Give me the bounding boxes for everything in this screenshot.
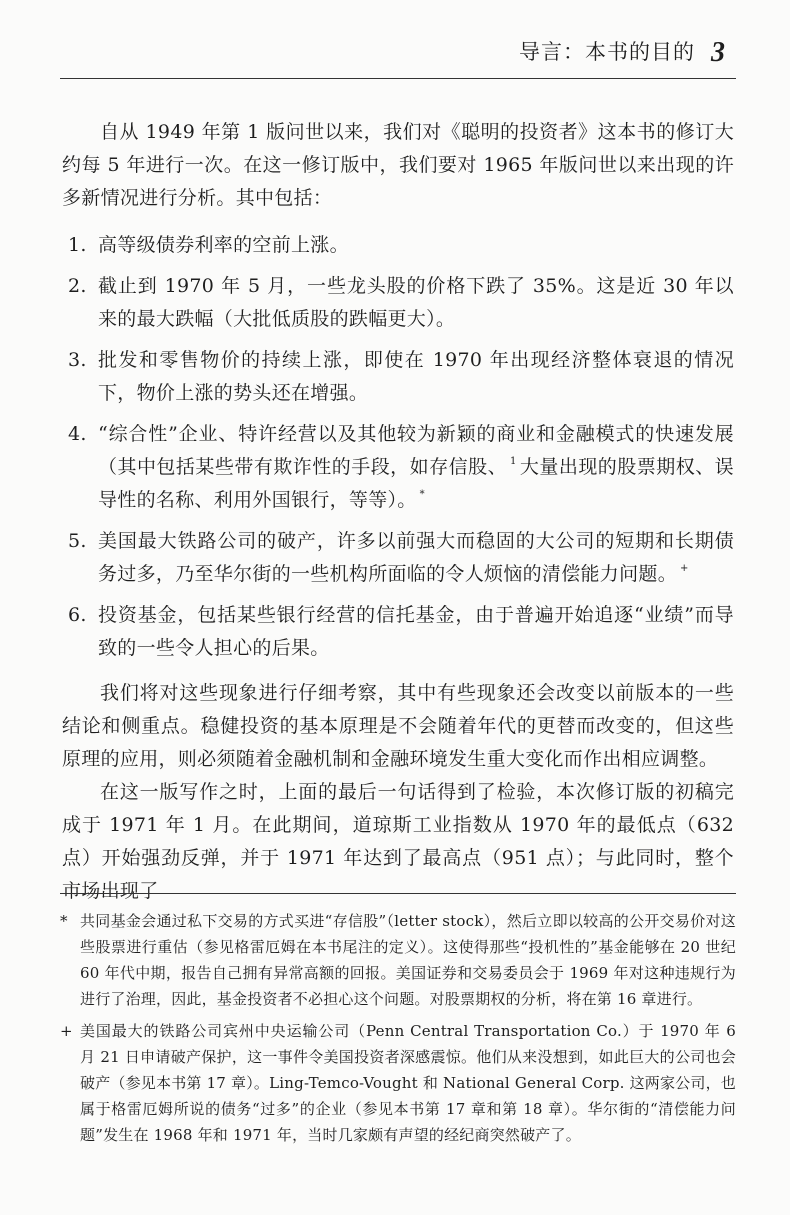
footnote-ref-plus[interactable]: + (680, 563, 689, 574)
list-item (62, 270, 734, 336)
list-item (62, 344, 734, 410)
footnote-plus (60, 1018, 736, 1148)
paragraph-analysis: 我们将对这些现象进行仔细考察，其中有些现象还会改变以前版本的一些结论和侧重点。稳健投资的基本原理是不会随着年代的更替而改变的，但这些原理的应用，则必须随着金融机制和金融环境发生重大变化而作出相应调整。 (62, 682, 734, 770)
list-text: 美国最大铁路公司的破产，许多以前强大而稳固的大公司的短期和长期债务过多，乃至华尔街的一些机构所面临的令人烦恼的清偿能力问题。 (98, 530, 734, 585)
list-text-cont: 大量出现的股票期权、误导性的名称、利用外国银行，等等）。 (98, 456, 734, 511)
footnote-mark: + (60, 1022, 73, 1040)
paragraph-test: 在这一版写作之时，上面的最后一句话得到了检验，本次修订版的初稿完成于 1971 年 1 月。在此期间，道琼斯工业指数从 1970 年的最低点（632 点）开始强劲反弹，并于 1971 年达到了最高点（951 点）；与此同时，整个市场出现了 (62, 781, 734, 902)
list-text: 截止到 1970 年 5 月，一些龙头股的价格下跌了 35%。这是近 30 年以来的最大跌幅（大批低质股的跌幅更大）。 (98, 275, 734, 330)
list-text: 批发和零售物价的持续上涨，即使在 1970 年出现经济整体衰退的情况下，物价上涨的势头还在增强。 (98, 349, 734, 404)
list-number: 4. (68, 423, 87, 445)
list-number: 2. (68, 275, 87, 297)
endnote-ref[interactable]: 1 (510, 456, 517, 467)
footnote-rule (60, 893, 736, 894)
list-text: “综合性”企业、特许经营以及其他较为新颖的商业和金融模式的快速发展（其中包括某些带有欺诈性的手段，如存信股、 (98, 423, 734, 478)
footnote-text: 共同基金会通过私下交易的方式买进“存信股”（letter stock），然后立即以较高的公开交易价对这些股票进行重估（参见格雷厄姆在本书尾注的定义）。这使得那些“投机性的”基金能够在 20 世纪 60 年代中期，报告自己拥有异常高额的回报。美国证券和交易委员会于 1969 年对这种违规行为进行了治理，因此，基金投资者不必担心这个问题。对股票期权的分析，将在第 16 章进行。 (80, 912, 736, 1008)
footnote-asterisk (60, 908, 736, 1012)
list-item (62, 418, 734, 517)
footnote-ref-asterisk[interactable]: * (419, 489, 425, 500)
list-text: 投资基金，包括某些银行经营的信托基金，由于普遍开始追逐“业绩”而导致的一些令人担心的后果。 (98, 604, 734, 659)
footnote-text: 美国最大的铁路公司宾州中央运输公司（Penn Central Transportation Co.）于 1970 年 6 月 21 日申请破产保护，这一事件令美国投资者深感震惊。他们从来没想到，如此巨大的公司也会破产（参见本书第 17 章）。Ling-Temco-Vought 和 National General Corp. 这两家公司，也属于格雷厄姆所说的债务“过多”的企业（参见本书第 17 章和第 18 章）。华尔街的“清偿能力问题”发生在 1968 年和 1971 年，当时几家颇有声望的经纪商突然破产了。 (80, 1022, 736, 1144)
list-number: 3. (68, 349, 87, 371)
page-number: 3 (711, 37, 726, 68)
running-head (519, 36, 726, 69)
list-item (62, 599, 734, 665)
list-number: 1. (68, 234, 87, 256)
list-text: 高等级债券利率的空前上涨。 (98, 234, 349, 256)
footnote-mark: * (60, 912, 68, 930)
list-number: 6. (68, 604, 87, 626)
list-number: 5. (68, 530, 87, 552)
numbered-list (62, 229, 734, 665)
header-rule (60, 78, 736, 79)
paragraph-intro: 自从 1949 年第 1 版问世以来，我们对《聪明的投资者》这本书的修订大约每 5 年进行一次。在这一修订版中，我们要对 1965 年版问世以来出现的许多新情况进行分析。其中包括： (62, 121, 734, 209)
main-text (62, 116, 734, 908)
list-item (62, 229, 734, 262)
list-item (62, 525, 734, 591)
chapter-title: 导言：本书的目的 (519, 40, 695, 64)
footnotes (60, 908, 736, 1154)
